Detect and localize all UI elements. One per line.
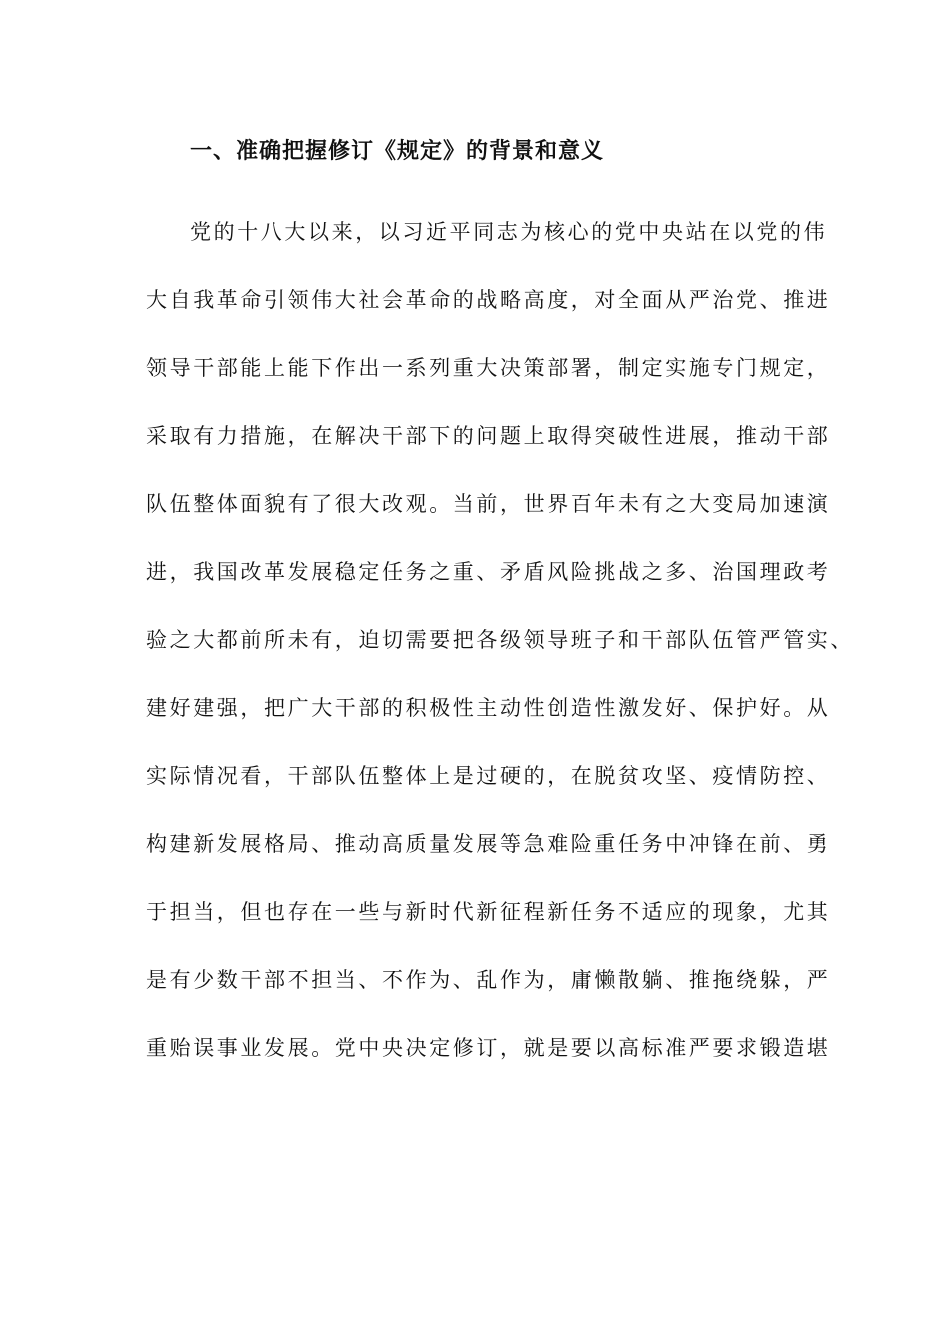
paragraph-line: 于担当，但也存在一些与新时代新征程新任务不适应的现象，尤其	[146, 900, 831, 924]
paragraph-line: 实际情况看，干部队伍整体上是过硬的，在脱贫攻坚、疫情防控、	[146, 764, 831, 788]
paragraph-line: 领导干部能上能下作出一系列重大决策部署，制定实施专门规定，	[146, 356, 831, 380]
paragraph-line: 验之大都前所未有，迫切需要把各级领导班子和干部队伍管严管实、	[146, 628, 854, 652]
section-heading: 一、准确把握修订《规定》的背景和意义	[190, 138, 605, 164]
paragraph-line: 采取有力措施，在解决干部下的问题上取得突破性进展，推动干部	[146, 424, 831, 448]
paragraph-line: 大自我革命引领伟大社会革命的战略高度，对全面从严治党、推进	[146, 288, 831, 312]
paragraph-line: 党的十八大以来，以习近平同志为核心的党中央站在以党的伟	[190, 220, 828, 244]
paragraph-line: 重贻误事业发展。党中央决定修订，就是要以高标准严要求锻造堪	[146, 1036, 831, 1060]
paragraph-line: 进，我国改革发展稳定任务之重、矛盾风险挑战之多、治国理政考	[146, 560, 831, 584]
paragraph-line: 是有少数干部不担当、不作为、乱作为，庸懒散躺、推拖绕躲，严	[146, 968, 831, 992]
body-paragraph	[146, 217, 854, 1101]
paragraph-line: 构建新发展格局、推动高质量发展等急难险重任务中冲锋在前、勇	[146, 832, 831, 856]
paragraph-line: 队伍整体面貌有了很大改观。当前，世界百年未有之大变局加速演	[146, 492, 831, 516]
paragraph-line: 建好建强，把广大干部的积极性主动性创造性激发好、保护好。从	[146, 696, 831, 720]
